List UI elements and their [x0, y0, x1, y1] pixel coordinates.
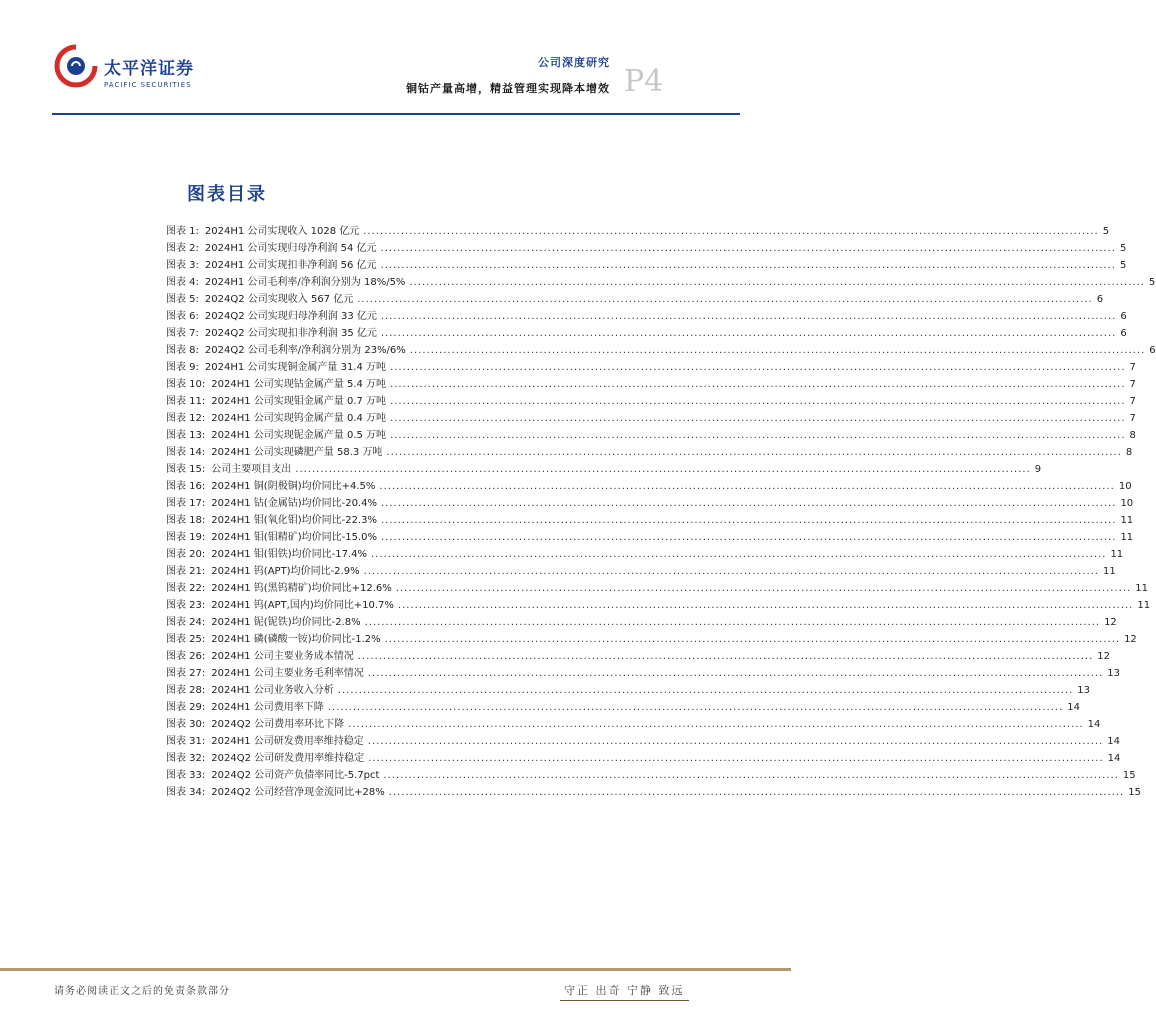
- toc-entry-page: 6: [1120, 311, 1127, 322]
- toc-entry-page: 8: [1129, 430, 1136, 441]
- toc-entry-label: 图表 17:: [166, 498, 206, 509]
- toc-entry-label: 图表 13:: [166, 430, 206, 441]
- toc-entry-page: 6: [1120, 328, 1127, 339]
- toc-entry-page: 11: [1120, 532, 1134, 543]
- disclaimer-text: 请务必阅读正文之后的免责条款部分: [54, 986, 230, 997]
- toc-entry-page: 15: [1128, 787, 1141, 798]
- toc-entry-label: 图表 21:: [166, 566, 206, 577]
- toc-entry-label: 图表 15:: [166, 464, 206, 475]
- toc-entry-title: 2024Q2 公司费用率环比下降: [211, 719, 345, 730]
- toc-dot-leader: [348, 716, 1083, 733]
- toc-entry-page: 8: [1125, 447, 1133, 458]
- toc-entry-page: 15: [1122, 770, 1136, 781]
- toc-entry-label: 图表 24:: [166, 617, 206, 628]
- toc-dot-leader: [381, 325, 1116, 342]
- toc-dot-leader: [389, 784, 1124, 801]
- toc-entry[interactable]: [166, 665, 1120, 682]
- toc-entry-label: 图表 9:: [166, 362, 199, 373]
- toc-entry-label: 图表 8:: [166, 345, 199, 356]
- toc-entry-page: 11: [1120, 515, 1134, 526]
- toc-dot-leader: [386, 444, 1121, 461]
- toc-entry-title: 2024H1 公司实现钼金属产量 0.7 万吨: [211, 396, 387, 407]
- toc-entry-label: 图表 18:: [166, 515, 206, 526]
- toc-dot-leader: [381, 495, 1116, 512]
- brand-name-cn: 太平洋证券: [104, 59, 194, 79]
- toc-dot-leader: [368, 750, 1103, 767]
- toc-entry-page: 5: [1148, 277, 1156, 288]
- toc-entry-page: 11: [1103, 566, 1116, 577]
- toc-entry[interactable]: [166, 648, 1110, 665]
- toc-entry-label: 图表 28:: [166, 685, 206, 696]
- toc-dot-leader: [364, 563, 1099, 580]
- toc-entry-label: 图表 16:: [166, 481, 206, 492]
- toc-entry-label: 图表 2:: [166, 243, 199, 254]
- toc-entry-label: 图表 26:: [166, 651, 206, 662]
- toc-entry[interactable]: [166, 767, 1136, 784]
- toc-entry-label: 图表 3:: [166, 260, 199, 271]
- toc-entry-label: 图表 23:: [166, 600, 206, 611]
- toc-entry-page: 12: [1097, 651, 1110, 662]
- brand-name-en: PACIFIC SECURITIES: [104, 81, 192, 89]
- toc-entry-page: 9: [1034, 464, 1042, 475]
- footer-divider: [0, 968, 791, 971]
- toc-dot-leader: [368, 733, 1103, 750]
- toc-dot-leader: [390, 359, 1125, 376]
- toc-dot-leader: [381, 529, 1116, 546]
- report-title: 铜钴产量高增，精益管理实现降本增效: [406, 82, 610, 95]
- toc-entry-label: 图表 11:: [166, 396, 206, 407]
- toc-entry[interactable]: [166, 359, 1136, 376]
- toc-entry[interactable]: [166, 393, 1136, 410]
- toc-entry[interactable]: [166, 512, 1134, 529]
- toc-entry[interactable]: [166, 563, 1116, 580]
- toc-entry-title: 2024H1 钼(钼精矿)均价同比-15.0%: [211, 532, 377, 543]
- toc-entry-page: 13: [1077, 685, 1090, 696]
- toc-entry[interactable]: [166, 478, 1132, 495]
- toc-dot-leader: [328, 699, 1063, 716]
- toc-entry-title: 2024Q2 公司经营净现金流同比+28%: [211, 787, 385, 798]
- toc-dot-leader: [338, 682, 1073, 699]
- toc-entry-label: 图表 1:: [166, 226, 199, 237]
- toc-dot-leader: [390, 376, 1125, 393]
- report-type: 公司深度研究: [538, 56, 610, 69]
- toc-entry[interactable]: [166, 274, 1156, 291]
- toc-entry-title: 2024H1 公司主要业务成本情况: [211, 651, 354, 662]
- toc-dot-leader: [381, 257, 1116, 274]
- toc-dot-leader: [398, 597, 1133, 614]
- toc-entry-page: 7: [1129, 396, 1136, 407]
- toc-entry[interactable]: [166, 529, 1134, 546]
- toc-entry-title: 2024Q2 公司实现收入 567 亿元: [204, 294, 354, 305]
- header-divider: [52, 113, 740, 115]
- toc-entry[interactable]: [166, 682, 1090, 699]
- toc-entry[interactable]: [166, 223, 1110, 240]
- page-number: P4: [624, 64, 664, 99]
- toc-dot-leader: [396, 580, 1131, 597]
- pacific-securities-logo-icon: [54, 44, 98, 88]
- toc-entry[interactable]: [166, 325, 1127, 342]
- toc-entry[interactable]: [166, 784, 1141, 801]
- toc-entry-title: 2024H1 公司实现归母净利润 54 亿元: [204, 243, 377, 254]
- toc-entry-label: 图表 25:: [166, 634, 206, 645]
- toc-entry-page: 14: [1067, 702, 1080, 713]
- brand: [104, 60, 194, 90]
- toc-entry-page: 5: [1119, 260, 1127, 271]
- toc-entry-page: 5: [1119, 243, 1127, 254]
- toc-entry[interactable]: [166, 699, 1080, 716]
- toc-dot-leader: [390, 427, 1125, 444]
- toc-entry-label: 图表 4:: [166, 277, 199, 288]
- toc-entry-label: 图表 33:: [166, 770, 206, 781]
- toc-dot-leader: [410, 342, 1145, 359]
- toc-entry-page: 14: [1107, 753, 1121, 764]
- toc-dot-leader: [295, 461, 1030, 478]
- motto-text: 守正 出奇 宁静 致远: [560, 980, 689, 1001]
- toc-entry-label: 图表 12:: [166, 413, 206, 424]
- toc-dot-leader: [357, 291, 1092, 308]
- toc-entry[interactable]: [166, 546, 1124, 563]
- toc-entry-label: 图表 29:: [166, 702, 206, 713]
- toc-dot-leader: [383, 767, 1118, 784]
- toc-entry-page: 12: [1104, 617, 1117, 628]
- toc-dot-leader: [381, 308, 1116, 325]
- toc-entry-page: 7: [1129, 362, 1136, 373]
- toc-entry[interactable]: [166, 580, 1148, 597]
- toc-entry[interactable]: [166, 716, 1101, 733]
- toc-dot-leader: [379, 478, 1114, 495]
- toc-entry-page: 11: [1135, 583, 1148, 594]
- toc-entry[interactable]: [166, 291, 1104, 308]
- toc-entry[interactable]: [166, 597, 1151, 614]
- toc-entry-page: 7: [1129, 379, 1136, 390]
- toc-entry-page: 11: [1137, 600, 1151, 611]
- toc-entry-label: 图表 20:: [166, 549, 206, 560]
- toc-entry-title: 2024H1 公司费用率下降: [211, 702, 324, 713]
- toc-entry-title: 2024Q2 公司研发费用率维持稳定: [211, 753, 365, 764]
- toc-entry[interactable]: [166, 444, 1133, 461]
- toc-entry-page: 14: [1107, 736, 1120, 747]
- toc-dot-leader: [409, 274, 1144, 291]
- toc-entry[interactable]: [166, 376, 1136, 393]
- toc-entry-title: 2024H1 公司实现铌金属产量 0.5 万吨: [211, 430, 387, 441]
- toc-entry-title: 2024Q2 公司实现归母净利润 33 亿元: [204, 311, 377, 322]
- toc-entry-title: 2024H1 铜(阴极铜)均价同比+4.5%: [211, 481, 376, 492]
- toc-entry-page: 14: [1087, 719, 1101, 730]
- toc-entry-label: 图表 34:: [166, 787, 206, 798]
- toc-entry[interactable]: [166, 461, 1042, 478]
- toc-entry-label: 图表 32:: [166, 753, 206, 764]
- toc-entry[interactable]: [166, 410, 1136, 427]
- toc-entry-title: 2024H1 钨(APT,国内)均价同比+10.7%: [211, 600, 394, 611]
- toc-dot-leader: [390, 410, 1125, 427]
- toc-entry-title: 公司主要项目支出: [211, 464, 292, 475]
- toc-entry-title: 2024H1 公司实现磷肥产量 58.3 万吨: [211, 447, 383, 458]
- toc-entry[interactable]: [166, 257, 1127, 274]
- toc-entry-page: 12: [1124, 634, 1137, 645]
- toc-entry-title: 2024H1 公司实现铜金属产量 31.4 万吨: [204, 362, 387, 373]
- toc-entry-title: 2024H1 公司实现收入 1028 亿元: [204, 226, 360, 237]
- toc-entry-page: 7: [1129, 413, 1136, 424]
- toc-entry-title: 2024Q2 公司资产负债率同比-5.7pct: [211, 770, 380, 781]
- toc-entry-label: 图表 5:: [166, 294, 199, 305]
- toc-entry[interactable]: [166, 495, 1134, 512]
- toc-entry-page: 6: [1096, 294, 1104, 305]
- toc-entry-title: 2024Q2 公司毛利率/净利润分别为 23%/6%: [204, 345, 406, 356]
- toc-entry-title: 2024H1 铌(铌铁)均价同比-2.8%: [211, 617, 361, 628]
- toc-entry-page: 11: [1110, 549, 1124, 560]
- toc-dot-leader: [363, 223, 1098, 240]
- toc-entry-title: 2024H1 钴(金属钴)均价同比-20.4%: [211, 498, 377, 509]
- toc-entry-label: 图表 27:: [166, 668, 206, 679]
- toc-entry[interactable]: [166, 750, 1121, 767]
- toc-entry-page: 10: [1120, 498, 1134, 509]
- toc-entry-label: 图表 19:: [166, 532, 206, 543]
- toc-entry-title: 2024H1 公司实现钴金属产量 5.4 万吨: [211, 379, 387, 390]
- toc-entry-label: 图表 31:: [166, 736, 206, 747]
- toc-entry-label: 图表 14:: [166, 447, 206, 458]
- toc-entry-label: 图表 7:: [166, 328, 199, 339]
- toc-entry-title: 2024H1 公司研发费用率维持稳定: [211, 736, 364, 747]
- toc-entry-label: 图表 10:: [166, 379, 206, 390]
- toc-heading: 图表目录: [187, 184, 267, 205]
- toc-entry-title: 2024H1 公司业务收入分析: [211, 685, 334, 696]
- toc-entry-title: 2024H1 钼(钼铁)均价同比-17.4%: [211, 549, 367, 560]
- toc-dot-leader: [381, 512, 1116, 529]
- toc-entry[interactable]: [166, 427, 1136, 444]
- toc-entry[interactable]: [166, 240, 1127, 257]
- toc-dot-leader: [371, 546, 1106, 563]
- toc-entry-label: 图表 6:: [166, 311, 199, 322]
- toc-entry-title: 2024H1 钨(黑钨精矿)均价同比+12.6%: [211, 583, 392, 594]
- toc-entry[interactable]: [166, 631, 1137, 648]
- toc-entry-title: 2024H1 磷(磷酸一铵)均价同比-1.2%: [211, 634, 381, 645]
- toc-dot-leader: [365, 614, 1100, 631]
- toc-entry-title: 2024Q2 公司实现扣非净利润 35 亿元: [204, 328, 377, 339]
- toc-entry-title: 2024H1 公司实现扣非净利润 56 亿元: [204, 260, 377, 271]
- toc-dot-leader: [381, 240, 1116, 257]
- toc-entry-title: 2024H1 钼(氧化钼)均价同比-22.3%: [211, 515, 377, 526]
- toc-entry-page: 10: [1118, 481, 1132, 492]
- toc-entry-page: 6: [1149, 345, 1156, 356]
- toc-entry-page: 13: [1107, 668, 1120, 679]
- toc-entry[interactable]: [166, 614, 1117, 631]
- toc-entry-title: 2024H1 钨(APT)均价同比-2.9%: [211, 566, 360, 577]
- toc-entry[interactable]: [166, 733, 1120, 750]
- toc-entry[interactable]: [166, 308, 1127, 325]
- toc-entry-title: 2024H1 公司主要业务毛利率情况: [211, 668, 364, 679]
- toc-entry-page: 5: [1102, 226, 1110, 237]
- toc-entry-title: 2024H1 公司毛利率/净利润分别为 18%/5%: [204, 277, 406, 288]
- toc-entry[interactable]: [166, 342, 1156, 359]
- toc-dot-leader: [368, 665, 1103, 682]
- toc-dot-leader: [358, 648, 1093, 665]
- toc-entry-label: 图表 30:: [166, 719, 206, 730]
- toc-entry-title: 2024H1 公司实现钨金属产量 0.4 万吨: [211, 413, 387, 424]
- toc-dot-leader: [385, 631, 1120, 648]
- toc-dot-leader: [390, 393, 1125, 410]
- toc-list: [166, 223, 1156, 801]
- toc-entry-label: 图表 22:: [166, 583, 206, 594]
